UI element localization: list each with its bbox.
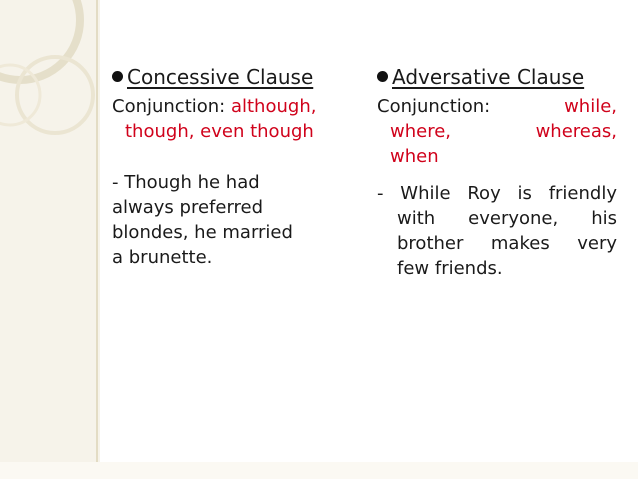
concessive-heading-text: Concessive Clause: [127, 65, 314, 89]
example-line: a brunette.: [112, 247, 213, 268]
adversative-example: [377, 181, 617, 281]
conjunction-words-2: though, even though: [125, 121, 314, 142]
example-line: with everyone, his: [397, 208, 617, 229]
conjunction-words-1: while,: [564, 96, 617, 117]
concessive-column: [112, 64, 344, 270]
conjunction-words-1: although,: [230, 96, 317, 117]
concessive-heading: [112, 64, 344, 90]
example-line: - Though he had: [112, 172, 260, 193]
bullet-icon: [377, 71, 388, 82]
adversative-heading: [377, 64, 617, 90]
bullet-icon: [112, 71, 123, 82]
conjunction-words-2b: whereas,: [535, 121, 617, 142]
example-line: brother makes very: [397, 233, 617, 254]
example-line: always preferred: [112, 197, 264, 218]
conjunction-label: Conjunction:: [377, 96, 491, 117]
concessive-conjunctions: [112, 94, 344, 144]
concessive-example: [112, 170, 344, 270]
conjunction-row-2: [377, 119, 617, 144]
adversative-heading-text: Adversative Clause: [392, 65, 585, 89]
conjunction-row-3: [377, 144, 617, 169]
adversative-conjunctions: [377, 94, 617, 169]
conjunction-words-3: when: [390, 146, 439, 167]
example-line: few friends.: [397, 258, 503, 279]
conjunction-words-2a: where,: [390, 121, 452, 142]
example-line: - While Roy is friendly: [377, 183, 617, 204]
adversative-column: [377, 64, 617, 281]
conjunction-label: Conjunction:: [112, 96, 231, 117]
left-decor-divider: [96, 0, 98, 479]
conjunction-row-1: [377, 94, 617, 119]
bottom-decor-strip: [0, 462, 638, 479]
example-line: blondes, he married: [112, 222, 293, 243]
